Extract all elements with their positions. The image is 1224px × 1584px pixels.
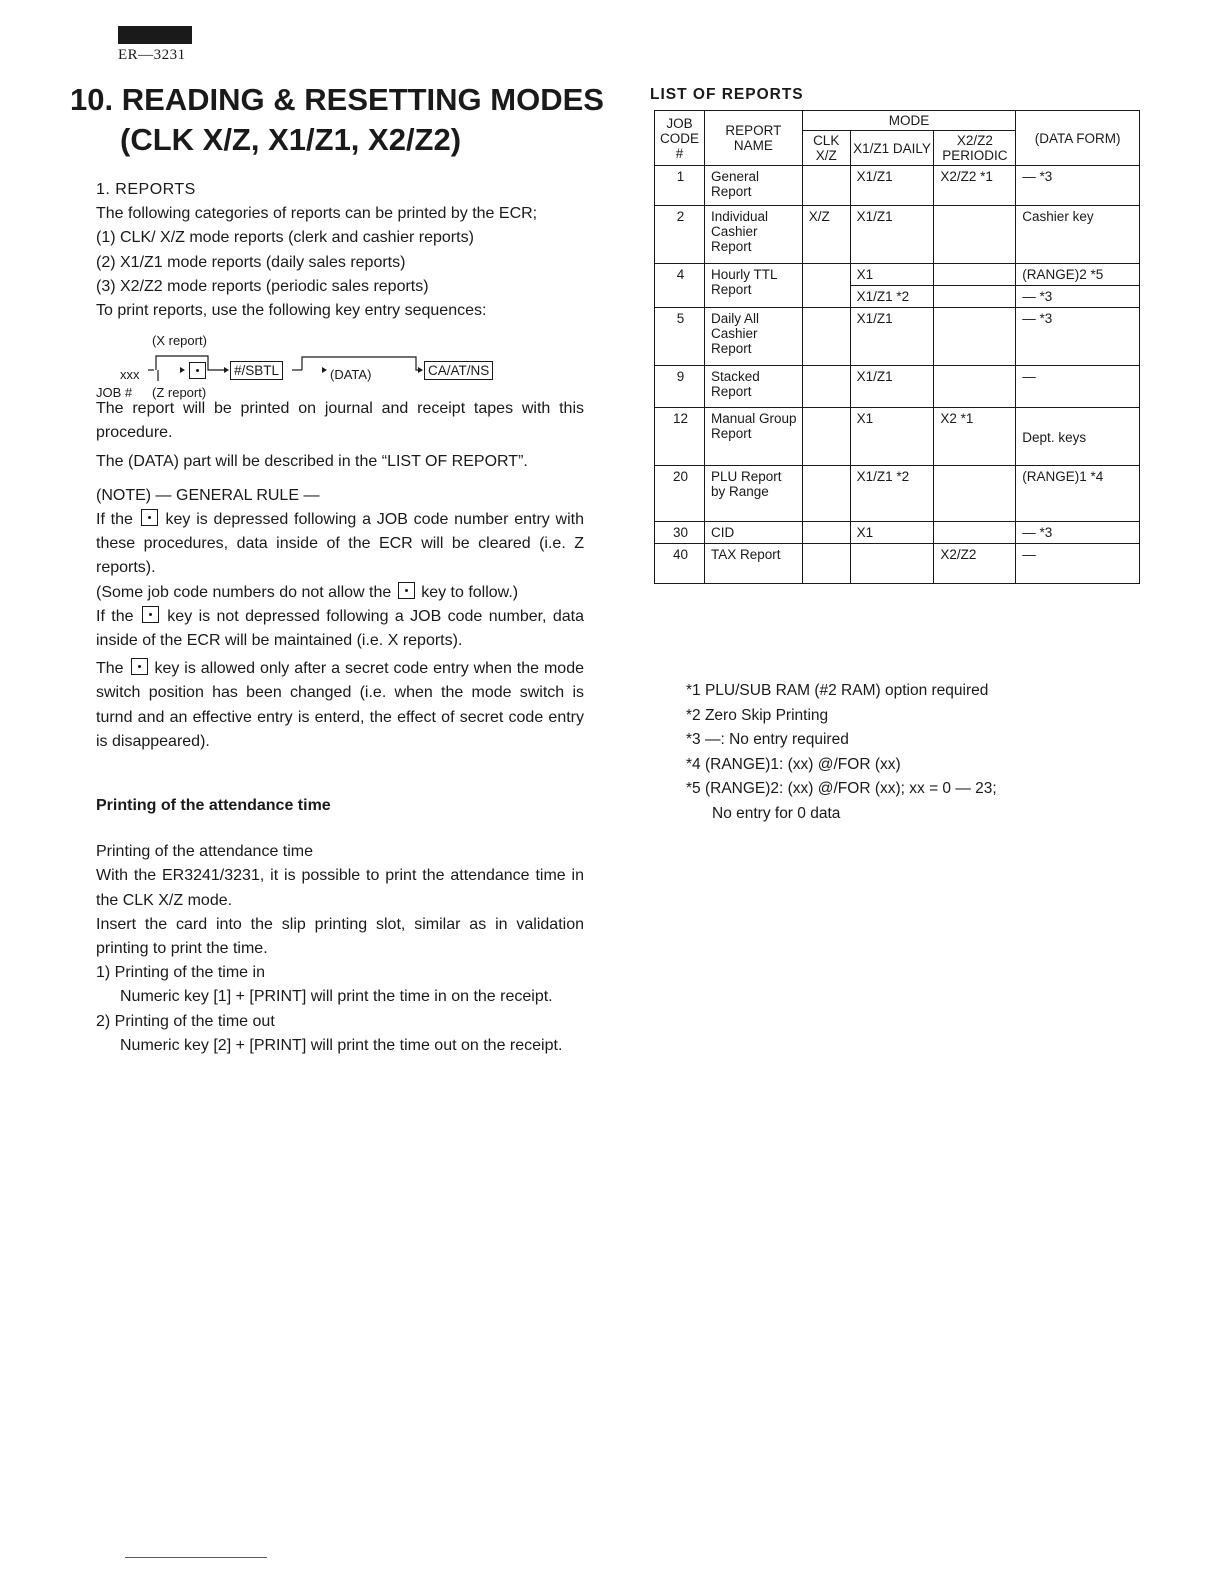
cell-code: 30 (655, 522, 705, 544)
cell-data-form: — (1016, 544, 1140, 584)
note-paragraph-2 (96, 581, 584, 605)
cell-data-form: — *3 (1016, 522, 1140, 544)
cell-name: Individual Cashier Report (704, 206, 802, 264)
page-title: 10. READING & RESETTING MODES (70, 82, 604, 117)
reports-table (654, 110, 1140, 584)
note-paragraph-4 (96, 657, 584, 754)
attendance-body-1: With the ER3241/3231, it is possible to print the attendance time in the CLK X/Z mode. (96, 867, 584, 909)
cell-code: 4 (655, 264, 705, 308)
cell-x2z2: X2/Z2 (934, 544, 1016, 584)
table-row (655, 522, 1140, 544)
cell-clk (802, 366, 850, 408)
model-badge (118, 26, 192, 44)
footnote-3: *3 —: No entry required (686, 731, 849, 748)
footer-rule (125, 1557, 267, 1558)
table-row (655, 408, 1140, 466)
cell-data-form: Dept. keys (1016, 408, 1140, 466)
cell-x1z1: X1 (850, 522, 934, 544)
footnote-1: *1 PLU/SUB RAM (#2 RAM) option required (686, 682, 989, 699)
model-label: ER—3231 (118, 47, 186, 63)
cell-clk: X/Z (802, 206, 850, 264)
cell-x2z2 (934, 264, 1016, 286)
dot-key-icon (131, 658, 148, 675)
cell-x1z1 (850, 544, 934, 584)
cell-data-form: — (1016, 366, 1140, 408)
note-heading: (NOTE) — GENERAL RULE — (96, 486, 320, 504)
report-category-2: (2) X1/Z1 mode reports (daily sales reports) (96, 253, 406, 271)
note-p1-pre: If the (96, 511, 133, 529)
cell-x2z2 (934, 206, 1016, 264)
footnote-5-continued: No entry for 0 data (712, 804, 841, 822)
footnote-4: *4 (RANGE)1: (xx) @/FOR (xx) (686, 755, 901, 773)
note-p3-pre: If the (96, 607, 134, 625)
cell-name: General Report (704, 166, 802, 206)
cell-name: Manual Group Report (704, 408, 802, 466)
cell-name: PLU Report by Range (704, 466, 802, 522)
note-p4-pre: The (96, 660, 124, 678)
note-p1-post: key is depressed following a JOB code number entry with these procedures, data inside of the ECR will be cleared (i.e. Z reports). (96, 511, 585, 577)
cell-name: TAX Report (704, 544, 802, 584)
note-p2-pre: (Some job code numbers do not allow the (96, 583, 392, 601)
header-job-code: JOB CODE # (655, 111, 705, 166)
cell-x1z1: X1 (850, 408, 934, 466)
cell-data-form: — *3 (1016, 166, 1140, 206)
table-header-row (655, 111, 1140, 131)
cell-x1z1: X1/Z1 (850, 166, 934, 206)
cell-x2z2 (934, 308, 1016, 366)
header-clk: CLK X/Z (802, 131, 850, 166)
note-paragraph-3 (96, 605, 584, 653)
cell-clk (802, 466, 850, 522)
cell-data-form: (RANGE)2 *5 (1016, 264, 1140, 286)
cell-data-form: — *3 (1016, 308, 1140, 366)
cell-code: 5 (655, 308, 705, 366)
table-row (655, 308, 1140, 366)
sbtl-key: #/SBTL (230, 361, 283, 380)
dot-key-icon (142, 606, 159, 623)
cell-x2z2 (934, 466, 1016, 522)
cell-code: 20 (655, 466, 705, 522)
table-row (655, 366, 1140, 408)
report-category-1: (1) CLK/ X/Z mode reports (clerk and cashier reports) (96, 229, 474, 247)
cell-code: 12 (655, 408, 705, 466)
sequence-intro: To print reports, use the following key entry sequences: (96, 302, 487, 320)
attendance-subheading: Printing of the attendance time (96, 843, 314, 861)
cell-x2z2 (934, 286, 1016, 308)
data-label: (DATA) (330, 367, 372, 383)
z-report-label: (Z report) (152, 385, 207, 401)
table-row (655, 264, 1140, 286)
dot-key-icon (189, 362, 206, 379)
cell-code: 2 (655, 206, 705, 264)
x-report-label: (X report) (152, 333, 207, 349)
cell-clk (802, 544, 850, 584)
cell-clk (802, 166, 850, 206)
cell-clk (802, 308, 850, 366)
attendance-item-1-title: 1) Printing of the time in (96, 964, 265, 982)
reports-intro: The following categories of reports can be printed by the ECR; (96, 205, 538, 223)
cell-x1z1: X1/Z1 (850, 366, 934, 408)
cell-x2z2 (934, 366, 1016, 408)
page-subtitle: (CLK X/Z, X1/Z1, X2/Z2) (120, 122, 462, 157)
cell-x2z2: X2 *1 (934, 408, 1016, 466)
cell-name: Daily All Cashier Report (704, 308, 802, 366)
cell-code: 40 (655, 544, 705, 584)
cell-x1z1: X1 (850, 264, 934, 286)
cell-x2z2 (934, 522, 1016, 544)
attendance-heading: Printing of the attendance time (96, 797, 331, 815)
table-footnotes (686, 679, 997, 826)
header-report-name: REPORT NAME (704, 111, 802, 166)
key-sequence-diagram (96, 325, 584, 401)
footnote-2: *2 Zero Skip Printing (686, 706, 829, 724)
note-paragraph-1 (96, 508, 584, 581)
attendance-item-2-title: 2) Printing of the time out (96, 1012, 275, 1030)
header-mode: MODE (802, 111, 1016, 131)
cell-clk (802, 408, 850, 466)
ca-at-ns-key: CA/AT/NS (424, 361, 493, 380)
table-row (655, 206, 1140, 264)
data-described-text: The (DATA) part will be described in the “LIST OF REPORT”. (96, 452, 528, 470)
dot-key-icon (398, 582, 415, 599)
report-category-3: (3) X2/Z2 mode reports (periodic sales reports) (96, 277, 429, 295)
printed-on-text: The report will be printed on journal and receipt tapes with this procedure. (96, 400, 584, 442)
attendance-item-2-body: Numeric key [2] + [PRINT] will print the time out on the receipt. (120, 1036, 563, 1054)
cell-code: 1 (655, 166, 705, 206)
header-x1z1: X1/Z1 DAILY (850, 131, 934, 166)
cell-x1z1: X1/Z1 *2 (850, 466, 934, 522)
cell-name: Hourly TTL Report (704, 264, 802, 308)
table-row (655, 544, 1140, 584)
dot-key-icon (141, 509, 158, 526)
header-data-form: (DATA FORM) (1016, 111, 1140, 166)
cell-x1z1: X1/Z1 *2 (850, 286, 934, 308)
cell-data-form: — *3 (1016, 286, 1140, 308)
cell-name: Stacked Report (704, 366, 802, 408)
table-title: LIST OF REPORTS (650, 86, 804, 103)
footnote-5: *5 (RANGE)2: (xx) @/FOR (xx); xx = 0 — 23; (686, 780, 997, 797)
left-column (96, 178, 584, 1058)
note-p4-post: key is allowed only after a secret code entry when the mode switch position has been changed (i.e. when the mode switch is turnd and an effective entry is enterd, the effect of secret code entry is disappeared). (96, 660, 584, 750)
note-p3-post: key is not depressed following a JOB code number, data inside of the ECR will be maintained (i.e. X reports). (96, 607, 585, 650)
note-p2-post: key to follow.) (421, 583, 519, 601)
job-number-label: JOB # (96, 385, 133, 401)
table-row (655, 466, 1140, 522)
cell-x1z1: X1/Z1 (850, 206, 934, 264)
header-x2z2: X2/Z2 PERIODIC (934, 131, 1016, 166)
cell-clk (802, 522, 850, 544)
cell-data-form: (RANGE)1 *4 (1016, 466, 1140, 522)
cell-data-form: Cashier key (1016, 206, 1140, 264)
reports-heading: 1. REPORTS (96, 181, 196, 198)
attendance-item-1-body: Numeric key [1] + [PRINT] will print the time in on the receipt. (120, 988, 553, 1006)
attendance-body-2: Insert the card into the slip printing slot, similar as in validation printing to print the time. (96, 915, 584, 958)
xxx-label: xxx (120, 367, 140, 383)
table-row (655, 166, 1140, 206)
cell-x1z1: X1/Z1 (850, 308, 934, 366)
cell-clk (802, 264, 850, 308)
cell-code: 9 (655, 366, 705, 408)
cell-x2z2: X2/Z2 *1 (934, 166, 1016, 206)
cell-name: CID (704, 522, 802, 544)
